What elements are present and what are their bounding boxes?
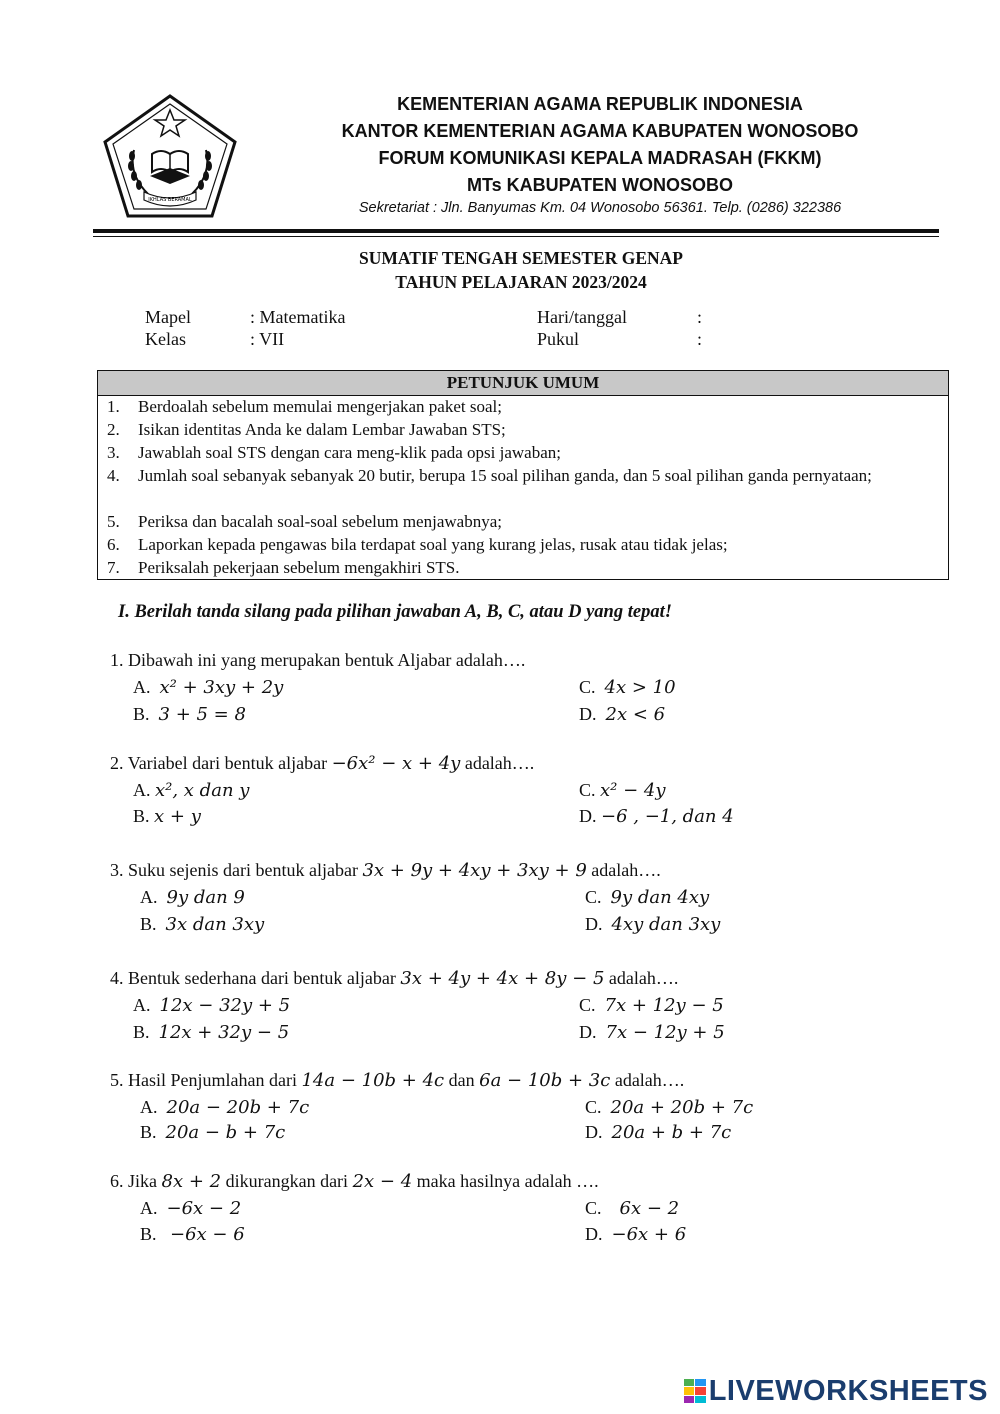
question-2-option-d[interactable]: D. −6 , −1, dan 4	[579, 806, 734, 827]
header-school: MTs KABUPATEN WONOSOBO	[467, 175, 733, 195]
instructions-heading: PETUNJUK UMUM	[98, 371, 948, 396]
question-3-stem: 3. Suku sejenis dari bentuk aljabar 3x + 9y + 4xy + 3xy + 9 adalah….	[110, 860, 661, 881]
header-forum: FORUM KOMUNIKASI KEPALA MADRASAH (FKKM)	[378, 148, 822, 168]
question-5-option-b[interactable]: B. 20a − b + 7c	[140, 1122, 286, 1143]
question-3-option-b[interactable]: B. 3x dan 3xy	[140, 914, 265, 935]
question-1-option-c[interactable]: C. 4x > 10	[579, 677, 676, 698]
question-2-option-b[interactable]: B. x + y	[133, 806, 201, 827]
svg-text:IKHLAS BERAMAL: IKHLAS BERAMAL	[148, 197, 192, 203]
mapel-label: Mapel	[145, 307, 191, 327]
question-2-option-a[interactable]: A. x², x dan y	[133, 780, 250, 801]
question-5-stem: 5. Hasil Penjumlahan dari 14a − 10b + 4c dan 6a − 10b + 3c adalah….	[110, 1070, 685, 1091]
question-6-stem: 6. Jika 8x + 2 dikurangkan dari 2x − 4 maka hasilnya adalah ….	[110, 1171, 599, 1192]
question-4-option-a[interactable]: A. 12x − 32y + 5	[133, 995, 291, 1016]
question-2-stem: 2. Variabel dari bentuk aljabar −6x² − x + 4y adalah….	[110, 753, 535, 774]
section-title: I. Berilah tanda silang pada pilihan jawaban A, B, C, atau D yang tepat!	[118, 602, 672, 622]
liveworksheets-logo-icon	[684, 1379, 706, 1403]
ministry-logo-icon	[100, 92, 240, 220]
header-ministry: KEMENTERIAN AGAMA REPUBLIK INDONESIA	[397, 94, 803, 114]
question-3-option-a[interactable]: A. 9y dan 9	[140, 887, 245, 908]
hari-value: :	[697, 307, 703, 327]
header-divider-thick	[93, 229, 939, 233]
question-1-option-d[interactable]: D. 2x < 6	[579, 704, 666, 725]
question-4-option-c[interactable]: C. 7x + 12y − 5	[579, 995, 724, 1016]
liveworksheets-wordmark: LIVEWORKSHEETS	[708, 1374, 988, 1407]
question-4-option-d[interactable]: D. 7x − 12y + 5	[579, 1022, 725, 1043]
mapel-value: : Matematika	[250, 307, 346, 327]
liveworksheets-watermark[interactable]	[684, 1371, 988, 1411]
kelas-label: Kelas	[145, 329, 186, 349]
hari-label: Hari/tanggal	[537, 307, 627, 327]
question-2-option-c[interactable]: C. x² − 4y	[579, 780, 666, 801]
question-1-option-b[interactable]: B. 3 + 5 = 8	[133, 704, 246, 725]
question-1-stem: 1. Dibawah ini yang merupakan bentuk Aljabar adalah….	[110, 650, 526, 670]
header-office: KANTOR KEMENTERIAN AGAMA KABUPATEN WONOSOBO	[341, 121, 859, 141]
header-address: Sekretariat : Jln. Banyumas Km. 04 Wonosobo 56361. Telp. (0286) 322386	[358, 200, 842, 216]
question-5-option-d[interactable]: D. 20a + b + 7c	[585, 1122, 732, 1143]
exam-year: TAHUN PELAJARAN 2023/2024	[395, 272, 647, 292]
pukul-label: Pukul	[537, 329, 580, 349]
question-4-stem: 4. Bentuk sederhana dari bentuk aljabar 3x + 4y + 4x + 8y − 5 adalah….	[110, 968, 679, 989]
instructions-box: PETUNJUK UMUM 1. Berdoalah sebelum memulai mengerjakan paket soal; 2. Isikan identitas Anda ke dalam Lembar Jawaban STS; 3. Jawablah soal STS dengan cara meng-klik pada opsi jawaban; 4. Jumlah soal sebanyak sebanyak 20 butir, berupa 15 soal pilihan ganda, dan 5 soal pilihan ganda pernyataan; 5. Periksa dan bacalah soal-soal sebelum menjawabnya; 6. Laporkan kepada pengawas bila terdapat soal yang kurang jelas, rusak atau tidak jelas; 7. Periksalah pekerjaan sebelum mengakhiri STS.	[97, 370, 949, 580]
question-1-option-a[interactable]: A. x² + 3xy + 2y	[133, 677, 284, 698]
question-5-option-c[interactable]: C. 20a + 20b + 7c	[585, 1097, 754, 1118]
question-6-option-d[interactable]: D. −6x + 6	[585, 1224, 687, 1245]
question-6-option-a[interactable]: A. −6x − 2	[140, 1198, 242, 1219]
question-6-option-c[interactable]: C. 6x − 2	[585, 1198, 680, 1219]
pukul-value: :	[697, 329, 703, 349]
question-3-option-d[interactable]: D. 4xy dan 3xy	[585, 914, 721, 935]
exam-title: SUMATIF TENGAH SEMESTER GENAP	[359, 248, 683, 268]
question-6-option-b[interactable]: B. −6x − 6	[140, 1224, 245, 1245]
kelas-value: : VII	[250, 329, 285, 349]
question-3-option-c[interactable]: C. 9y dan 4xy	[585, 887, 710, 908]
question-5-option-a[interactable]: A. 20a − 20b + 7c	[140, 1097, 310, 1118]
question-4-option-b[interactable]: B. 12x + 32y − 5	[133, 1022, 290, 1043]
header-divider-thin	[93, 236, 939, 237]
